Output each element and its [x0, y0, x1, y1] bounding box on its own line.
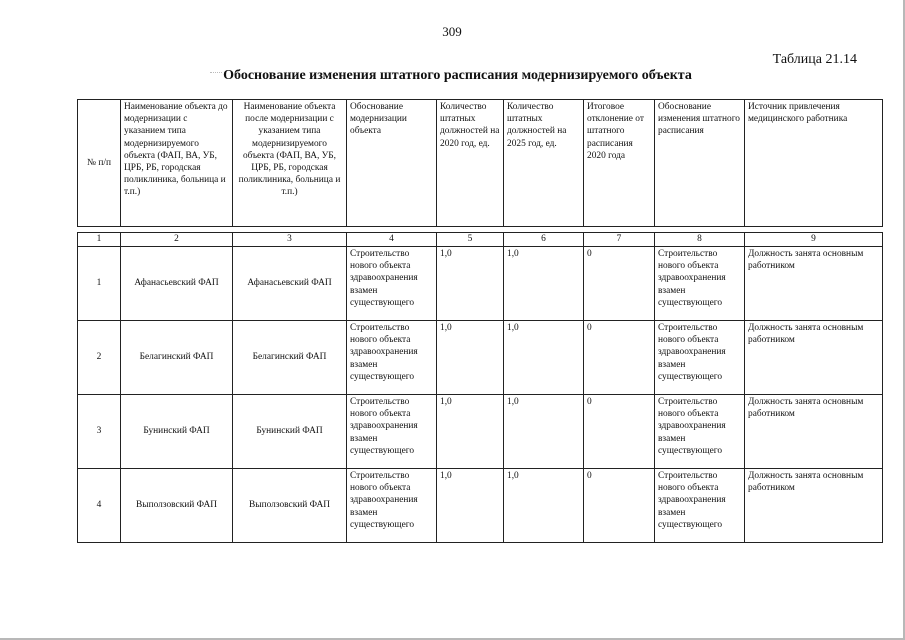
- column-number: 2: [121, 233, 233, 247]
- document-title: Обоснование изменения штатного расписания модернизируемого объекта: [223, 68, 692, 83]
- modernization-reason: Строительство нового объекта здравоохранения взамен существующего: [347, 469, 437, 543]
- column-number-row: [78, 233, 883, 247]
- header-cell-reason: Обоснование модернизации объекта: [347, 100, 437, 227]
- header-cell-after: Наименование объекта после модернизации с указанием типа модернизируемого объекта (ФАП, ВА, УБ, ЦРБ, РБ, городская поликлиника, больница и т.п.): [233, 100, 347, 227]
- table-row: [78, 247, 883, 321]
- header-cell-before: Наименование объекта до модернизации с указанием типа модернизируемого объекта (ФАП, ВА, УБ, ЦРБ, РБ, городская поликлиника, больница и т.п.): [121, 100, 233, 227]
- header-table: [77, 99, 883, 227]
- column-number: 3: [233, 233, 347, 247]
- table-row: [78, 321, 883, 395]
- staff-2025: 1,0: [504, 321, 584, 395]
- deviation: 0: [584, 247, 655, 321]
- column-number: 5: [437, 233, 504, 247]
- object-after: Выползовский ФАП: [233, 469, 347, 543]
- worker-source: Должность занята основным работником: [745, 469, 883, 543]
- worker-source: Должность занята основным работником: [745, 247, 883, 321]
- header-cell-deviation: Итоговое отклонение от штатного расписания 2020 года: [584, 100, 655, 227]
- object-after: Бунинский ФАП: [233, 395, 347, 469]
- header-cell-staff-2025: Количество штатных должностей на 2025 год, ед.: [504, 100, 584, 227]
- page-number: 309: [442, 24, 462, 39]
- table-row: [78, 395, 883, 469]
- column-number: 9: [745, 233, 883, 247]
- column-number: 8: [655, 233, 745, 247]
- staff-2020: 1,0: [437, 469, 504, 543]
- table-label: Таблица 21.14: [772, 52, 857, 67]
- column-number: 4: [347, 233, 437, 247]
- change-reason: Строительство нового объекта здравоохранения взамен существующего: [655, 395, 745, 469]
- row-number: 2: [78, 321, 121, 395]
- data-table: [77, 232, 883, 543]
- object-after: Белагинский ФАП: [233, 321, 347, 395]
- deviation: 0: [584, 469, 655, 543]
- row-number: 1: [78, 247, 121, 321]
- object-after: Афанасьевский ФАП: [233, 247, 347, 321]
- column-number: 7: [584, 233, 655, 247]
- modernization-reason: Строительство нового объекта здравоохранения взамен существующего: [347, 395, 437, 469]
- staff-2025: 1,0: [504, 469, 584, 543]
- staff-2020: 1,0: [437, 321, 504, 395]
- staff-2020: 1,0: [437, 247, 504, 321]
- change-reason: Строительство нового объекта здравоохранения взамен существующего: [655, 247, 745, 321]
- header-cell-source: Источник привлечения медицинского работника: [745, 100, 883, 227]
- worker-source: Должность занята основным работником: [745, 395, 883, 469]
- modernization-reason: Строительство нового объекта здравоохранения взамен существующего: [347, 321, 437, 395]
- object-before: Бунинский ФАП: [121, 395, 233, 469]
- worker-source: Должность занята основным работником: [745, 321, 883, 395]
- change-reason: Строительство нового объекта здравоохранения взамен существующего: [655, 469, 745, 543]
- modernization-reason: Строительство нового объекта здравоохранения взамен существующего: [347, 247, 437, 321]
- object-before: Выползовский ФАП: [121, 469, 233, 543]
- header-cell-num: № п/п: [78, 100, 121, 227]
- staff-2020: 1,0: [437, 395, 504, 469]
- row-number: 3: [78, 395, 121, 469]
- column-number: 1: [78, 233, 121, 247]
- scan-artifact: [210, 72, 222, 79]
- column-number: 6: [504, 233, 584, 247]
- deviation: 0: [584, 321, 655, 395]
- deviation: 0: [584, 395, 655, 469]
- row-number: 4: [78, 469, 121, 543]
- table-row: [78, 469, 883, 543]
- staff-2025: 1,0: [504, 395, 584, 469]
- header-cell-change-reason: Обоснование изменения штатного расписания: [655, 100, 745, 227]
- object-before: Афанасьевский ФАП: [121, 247, 233, 321]
- object-before: Белагинский ФАП: [121, 321, 233, 395]
- change-reason: Строительство нового объекта здравоохранения взамен существующего: [655, 321, 745, 395]
- staff-2025: 1,0: [504, 247, 584, 321]
- header-cell-staff-2020: Количество штатных должностей на 2020 год, ед.: [437, 100, 504, 227]
